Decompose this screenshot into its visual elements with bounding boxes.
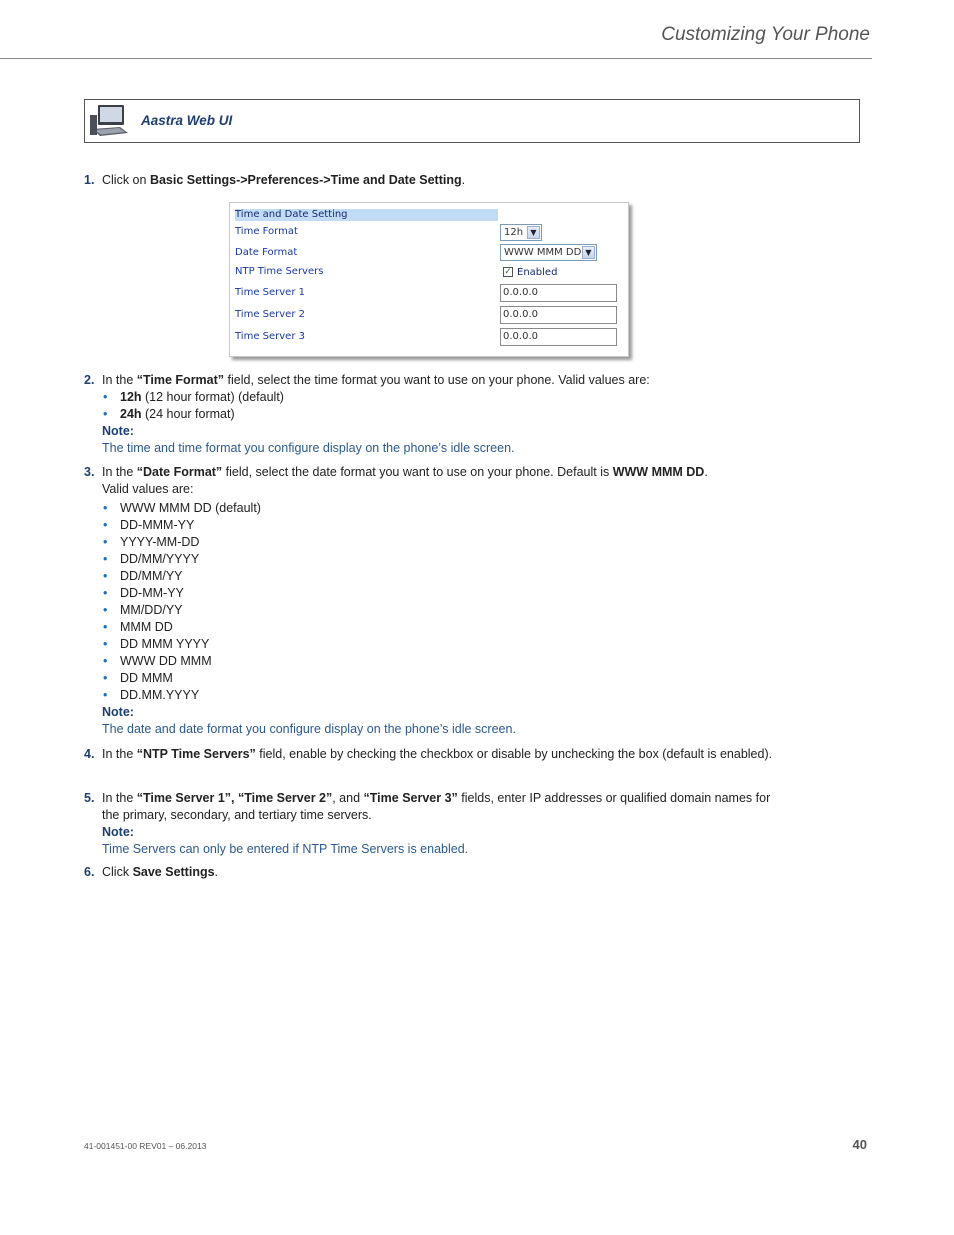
document-id: 41-001451-00 REV01 – 06.2013 — [84, 1141, 207, 1151]
time-format-values — [102, 389, 774, 423]
step-text: In the — [102, 791, 137, 805]
step-text: , and — [332, 791, 364, 805]
step-text: . — [214, 865, 219, 879]
note-text: Time Servers can only be entered if NTP Time Servers is enabled. — [102, 842, 469, 856]
chevron-down-icon[interactable]: ▼ — [582, 246, 595, 259]
step-text: In the — [102, 373, 137, 387]
step-5 — [84, 790, 774, 858]
chevron-down-icon[interactable]: ▼ — [527, 226, 540, 239]
list-item: • DD/MM/YY — [102, 568, 774, 585]
note-text: The time and time format you configure display on the phone’s idle screen. — [102, 441, 515, 455]
step-text: In the — [102, 465, 137, 479]
time-server-3-input[interactable]: 0.0.0.0 — [500, 328, 617, 346]
note-label: Note: — [102, 825, 134, 839]
step-text: field, select the time format you want to use on your phone. Valid values are: — [224, 373, 650, 387]
step-text: In the — [102, 747, 137, 761]
list-item: • DD-MM-YY — [102, 585, 774, 602]
header-rule — [0, 58, 872, 59]
date-format-values — [102, 500, 774, 704]
time-server-2-input[interactable]: 0.0.0.0 — [500, 306, 617, 324]
list-item: • DD-MMM-YY — [102, 517, 774, 534]
date-format-select[interactable] — [500, 244, 597, 261]
time-format-select[interactable] — [500, 224, 542, 241]
list-item: • DD/MM/YYYY — [102, 551, 774, 568]
button-name: Save Settings — [132, 865, 215, 879]
step-number: 2. — [84, 373, 95, 387]
step-6 — [84, 864, 774, 881]
date-format-label: Date Format — [235, 247, 298, 258]
step-number: 1. — [84, 173, 95, 187]
default-value: WWW MMM DD — [612, 465, 705, 479]
step-3 — [84, 464, 774, 738]
date-format-value: WWW MMM DD — [504, 247, 582, 258]
ntp-time-servers-label: NTP Time Servers — [235, 266, 324, 277]
step-4 — [84, 746, 774, 763]
field-name: “NTP Time Servers” — [136, 747, 256, 761]
ntp-enabled-label: Enabled — [517, 267, 558, 278]
step-text: Click — [102, 865, 133, 879]
time-format-value: 12h — [504, 227, 524, 238]
banner-label: Aastra Web UI — [141, 113, 233, 128]
note-label: Note: — [102, 705, 134, 719]
list-item: • YYYY-MM-DD — [102, 534, 774, 551]
step-text: Click on — [102, 173, 150, 187]
list-item: • DD.MM.YYYY — [102, 687, 774, 704]
list-item: • MM/DD/YY — [102, 602, 774, 619]
computer-icon — [90, 103, 130, 139]
step-number: 5. — [84, 791, 95, 805]
time-format-label: Time Format — [235, 226, 298, 237]
page-number: 40 — [852, 1137, 867, 1152]
step-text: field, enable by checking the checkbox or disable by unchecking the box (default is enabled). — [255, 747, 773, 761]
step-text: Valid values are: — [102, 482, 194, 496]
menu-path: Basic Settings->Preferences->Time and Date Setting — [149, 173, 462, 187]
step-1 — [84, 172, 774, 189]
step-2 — [84, 372, 774, 457]
panel-title: Time and Date Setting — [235, 209, 498, 221]
list-item: • DD MMM — [102, 670, 774, 687]
step-text: field, select the date format you want to use on your phone. Default is — [222, 465, 613, 479]
list-item: • WWW MMM DD (default) — [102, 500, 774, 517]
field-name: “Time Server 1”, “Time Server 2” — [136, 791, 333, 805]
list-item: • WWW DD MMM — [102, 653, 774, 670]
step-text: . — [704, 465, 708, 479]
time-server-1-input[interactable]: 0.0.0.0 — [500, 284, 617, 302]
time-server-2-label: Time Server 2 — [235, 309, 305, 320]
page-header-title: Customizing Your Phone — [661, 24, 870, 45]
field-name: “Time Server 3” — [363, 791, 458, 805]
note-text: The date and date format you configure display on the phone’s idle screen. — [102, 722, 516, 736]
step-number: 6. — [84, 865, 95, 879]
step-number: 3. — [84, 465, 95, 479]
time-server-1-label: Time Server 1 — [235, 287, 305, 298]
note-label: Note: — [102, 424, 134, 438]
time-server-3-label: Time Server 3 — [235, 331, 305, 342]
list-item: • DD MMM YYYY — [102, 636, 774, 653]
list-item: • 12h (12 hour format) (default) — [102, 389, 774, 406]
time-date-settings-panel — [229, 202, 629, 357]
step-text: . — [461, 173, 466, 187]
field-name: “Date Format” — [136, 465, 223, 479]
step-number: 4. — [84, 747, 95, 761]
step-text: fields, enter IP addresses or qualified domain names for the primary, secondary, and tertiary time servers. — [102, 791, 771, 822]
aastra-web-ui-banner — [84, 99, 860, 143]
ntp-enabled-checkbox[interactable]: ✓ — [504, 267, 512, 277]
list-item: • 24h (24 hour format) — [102, 406, 774, 423]
list-item: • MMM DD — [102, 619, 774, 636]
field-name: “Time Format” — [136, 373, 225, 387]
